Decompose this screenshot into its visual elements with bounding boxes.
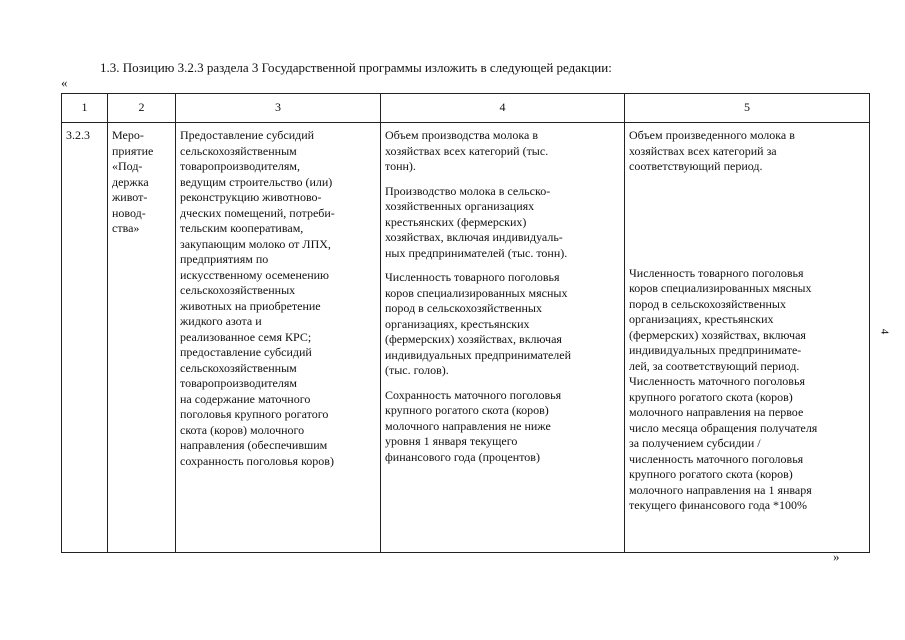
paragraph <box>629 266 865 514</box>
table-row <box>62 123 870 553</box>
text-line: крупного рогатого скота (коров) <box>629 389 793 404</box>
text-line: (фермерских) хозяйствах, включая <box>385 332 562 346</box>
text-line: индивидуальных предпринимате- <box>629 343 802 357</box>
header-col-1: 1 <box>62 94 108 123</box>
text-line: индивидуальных предпринимателей <box>385 347 571 362</box>
text-line: сохранность поголовья коров) <box>180 453 334 468</box>
text-line: (тыс. голов). <box>385 363 449 377</box>
text-line: ведущим строительство (или) <box>180 174 333 189</box>
text-line: Объем производства молока в <box>385 128 538 142</box>
paragraph <box>385 184 620 262</box>
text-line: приятие <box>112 143 154 158</box>
header-col-4: 4 <box>381 94 625 123</box>
header-col-3: 3 <box>176 94 381 123</box>
closing-quote: » <box>833 549 840 564</box>
text-line: тонн). <box>385 159 416 173</box>
text-line: поголовья крупного рогатого <box>180 407 329 421</box>
text-line: жидкого азота и <box>180 314 262 328</box>
text-line: текущего финансового года *100% <box>629 498 808 512</box>
cell-calculation-method <box>625 123 870 553</box>
text-line: Численность товарного поголовья <box>629 265 804 280</box>
text-line: реконструкцию животново- <box>180 190 322 204</box>
page-number: 4 <box>878 328 891 335</box>
text-line: хозяйствах всех категорий (тыс. <box>385 143 549 158</box>
text-line: хозяйствах всех категорий за <box>629 143 777 158</box>
text-line: новод- <box>112 205 146 220</box>
paragraph <box>629 128 865 175</box>
cell-measure-name <box>108 123 176 553</box>
text-line: за получением субсидии / <box>629 436 761 450</box>
paragraph <box>385 270 620 379</box>
text-line: организациях, крестьянских <box>629 312 774 326</box>
intro-paragraph: 1.3. Позицию 3.2.3 раздела 3 Государственной программы изложить в следующей редакции: <box>100 60 612 75</box>
text-line: численность маточного поголовья <box>629 451 804 466</box>
text-line: Предоставление субсидий <box>180 128 315 142</box>
paragraph <box>385 388 620 466</box>
text-line: сельскохозяйственным <box>180 143 297 158</box>
text-line: товаропроизводителям, <box>180 159 300 173</box>
text-line: крестьянских (фермерских) <box>385 214 527 229</box>
text-line: пород в сельскохозяйственных <box>385 301 542 315</box>
text-line: финансового года (процентов) <box>385 449 540 464</box>
text-line: Сохранность маточного поголовья <box>385 387 562 402</box>
text-line: на содержание маточного <box>180 391 311 406</box>
text-line: животных на приобретение <box>180 298 321 313</box>
text-line: ства» <box>112 221 140 235</box>
cell-description <box>176 123 381 553</box>
text-line: искусственному осеменению <box>180 267 330 282</box>
text-line: тельским кооперативам, <box>180 221 304 235</box>
text-line: сельскохозяйственных <box>180 283 296 297</box>
cell-position-number: 3.2.3 <box>62 123 108 553</box>
header-col-5: 5 <box>625 94 870 123</box>
text-line: направления (обеспечившим <box>180 438 328 452</box>
text-line: держка <box>112 174 149 189</box>
text-line: соответствующий период. <box>629 159 763 173</box>
text-line: Численность товарного поголовья <box>385 270 560 284</box>
paragraph-gap <box>385 379 620 388</box>
text-line: хозяйственных организациях <box>385 199 535 213</box>
text-line: предоставление субсидий <box>180 345 312 359</box>
text-line: Производство молока в сельско- <box>385 183 551 198</box>
text-line: скота (коров) молочного <box>180 422 305 437</box>
text-line: товаропроизводителям <box>180 376 297 390</box>
text-line: закупающим молоко от ЛПХ, <box>180 236 331 251</box>
text-line: крупного рогатого скота (коров) <box>629 467 793 481</box>
text-line: коров специализированных мясных <box>385 285 568 300</box>
text-line: Численность маточного поголовья <box>629 374 805 388</box>
text-line: предприятиям по <box>180 252 269 266</box>
opening-quote: « <box>61 75 68 90</box>
paragraph-gap <box>629 175 865 266</box>
text-line: крупного рогатого скота (коров) <box>385 403 549 417</box>
text-line: молочного направления не ниже <box>385 418 551 433</box>
text-line: хозяйствах, включая индивидуаль- <box>385 230 563 244</box>
text-line: коров специализированных мясных <box>629 281 812 295</box>
text-line: сельскохозяйственным <box>180 360 297 375</box>
text-line: ных предпринимателей (тыс. тонн). <box>385 245 568 260</box>
text-line: молочного направления на 1 января <box>629 482 812 497</box>
text-line: уровня 1 января текущего <box>385 434 518 448</box>
table-header-row <box>62 94 870 123</box>
text-line: реализованное семя КРС; <box>180 329 312 344</box>
program-table <box>61 93 870 553</box>
cell-indicators <box>381 123 625 553</box>
text-line: дческих помещений, потреби- <box>180 205 335 220</box>
text-line: Меро- <box>112 128 144 142</box>
paragraph-gap <box>385 261 620 270</box>
header-col-2: 2 <box>108 94 176 123</box>
text-line: (фермерских) хозяйствах, включая <box>629 327 806 342</box>
text-line: живот- <box>112 190 148 204</box>
text-line: молочного направления на первое <box>629 405 804 419</box>
paragraph <box>385 128 620 175</box>
text-line: пород в сельскохозяйственных <box>629 296 786 311</box>
text-line: число месяца обращения получателя <box>629 420 818 435</box>
text-line: организациях, крестьянских <box>385 316 530 331</box>
text-line: Объем произведенного молока в <box>629 128 795 142</box>
text-line: «Под- <box>112 159 143 173</box>
text-line: лей, за соответствующий период. <box>629 358 800 373</box>
paragraph-gap <box>385 175 620 184</box>
